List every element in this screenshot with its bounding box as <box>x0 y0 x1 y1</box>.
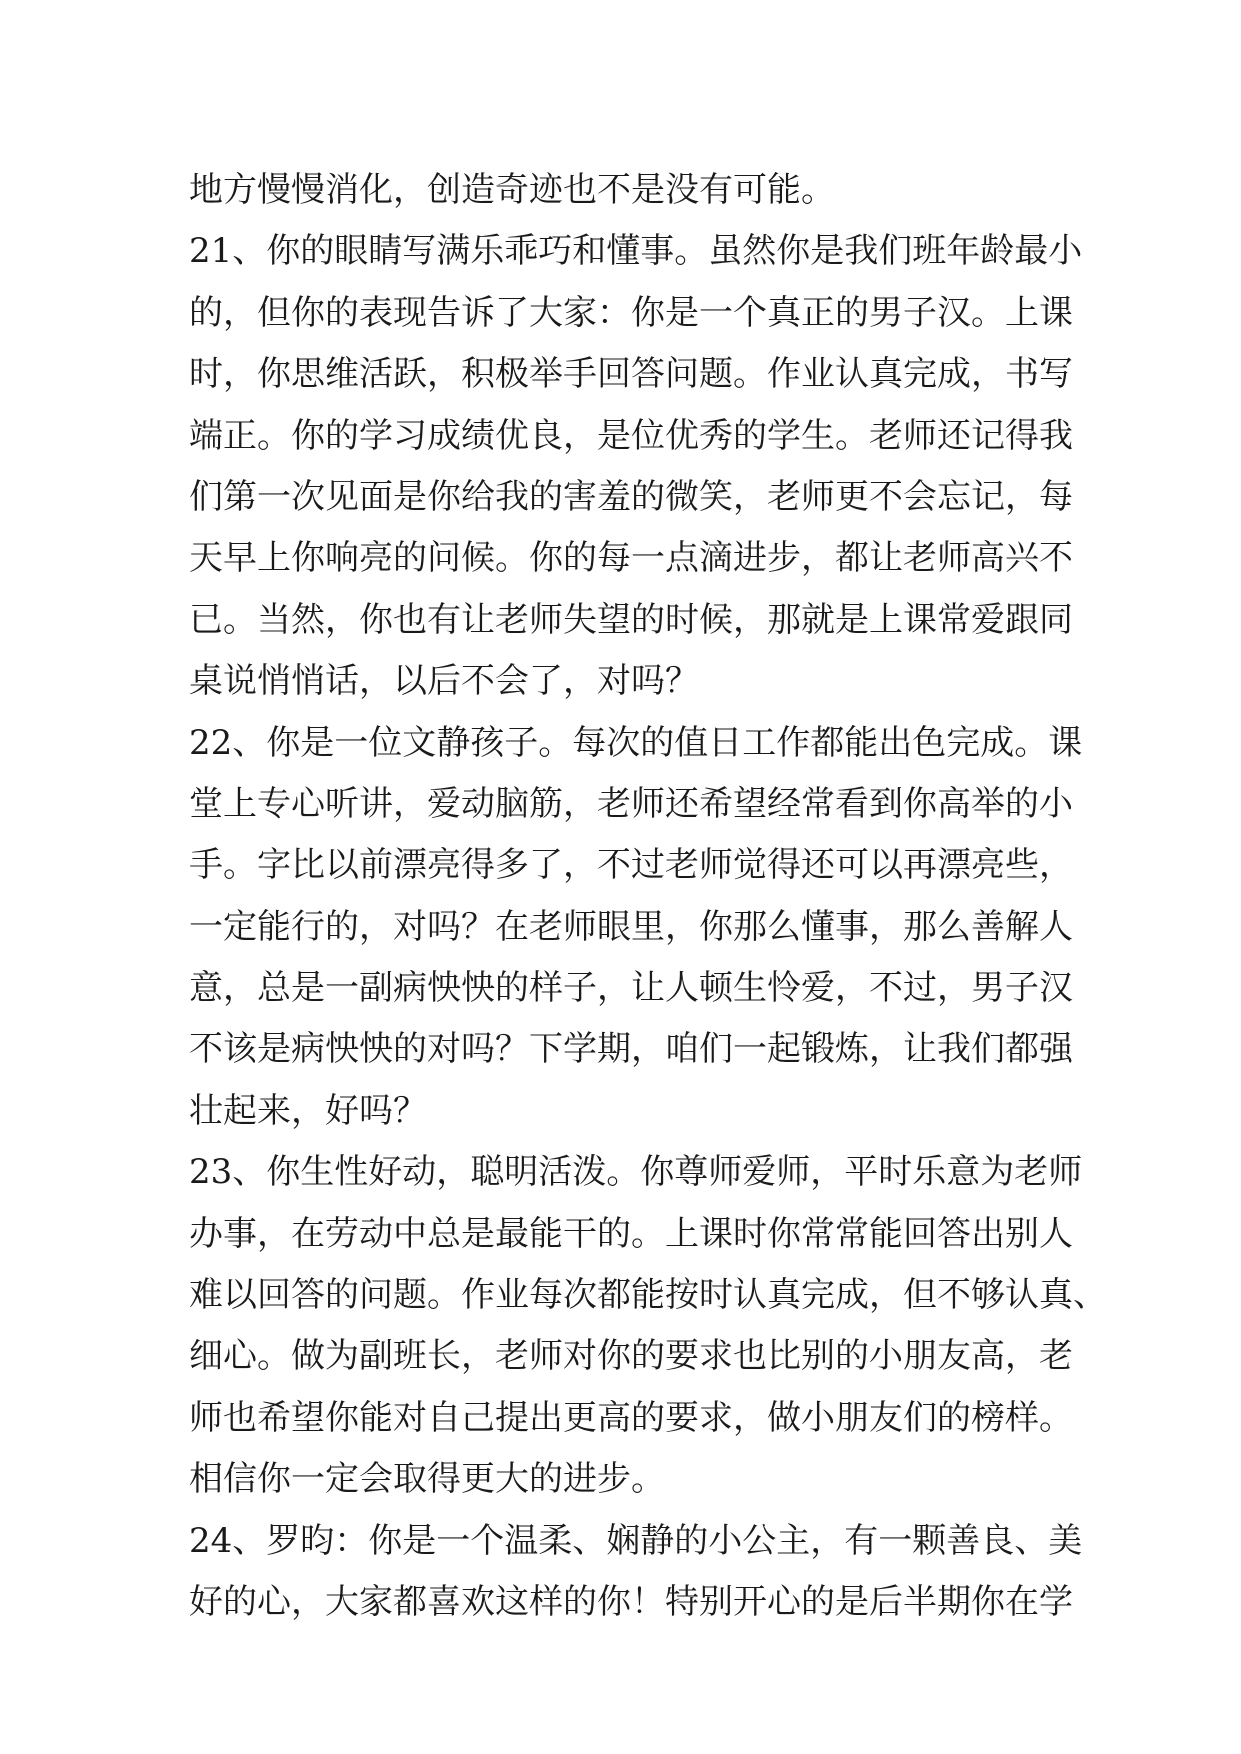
text-line: 堂上专心听讲，爱动脑筋，老师还希望经常看到你高举的小 <box>189 783 1073 824</box>
text-line: 不该是病怏怏的对吗？下学期，咱们一起锻炼，让我们都强 <box>189 1029 1073 1070</box>
text-line: 端正。你的学习成绩优良，是位优秀的学生。老师还记得我 <box>189 415 1073 456</box>
text-line: 桌说悄悄话，以后不会了，对吗？ <box>189 661 699 702</box>
text-line: 壮起来，好吗？ <box>189 1090 427 1131</box>
text-line: 一定能行的，对吗？在老师眼里，你那么懂事，那么善解人 <box>189 906 1073 947</box>
text-line: 办事，在劳动中总是最能干的。上课时你常常能回答出别人 <box>189 1213 1073 1254</box>
text-line: 们第一次见面是你给我的害羞的微笑，老师更不会忘记，每 <box>189 476 1073 517</box>
text-line: 师也希望你能对自己提出更高的要求，做小朋友们的榜样。 <box>189 1397 1073 1438</box>
text-line: 23、你生性好动，聪明活泼。你尊师爱师，平时乐意为老师 <box>189 1152 1083 1193</box>
text-line: 天早上你响亮的问候。你的每一点滴进步，都让老师高兴不 <box>189 538 1073 579</box>
text-line: 地方慢慢消化，创造奇迹也不是没有可能。 <box>189 170 835 210</box>
text-line: 时，你思维活跃，积极举手回答问题。作业认真完成，书写 <box>189 354 1073 395</box>
text-line: 意，总是一副病怏怏的样子，让人顿生怜爱，不过，男子汉 <box>189 968 1073 1009</box>
text-line: 21、你的眼睛写满乐乖巧和懂事。虽然你是我们班年龄最小 <box>189 231 1083 272</box>
document-body <box>189 160 1107 1633</box>
text-line: 的，但你的表现告诉了大家：你是一个真正的男子汉。上课 <box>189 292 1073 333</box>
text-line: 细心。做为副班长，老师对你的要求也比别的小朋友高，老 <box>189 1336 1073 1377</box>
text-line: 22、你是一位文静孩子。每次的值日工作都能出色完成。课 <box>189 722 1083 763</box>
text-line: 难以回答的问题。作业每次都能按时认真完成，但不够认真、 <box>189 1275 1107 1316</box>
text-line: 手。字比以前漂亮得多了，不过老师觉得还可以再漂亮些， <box>189 845 1073 886</box>
text-line: 24、罗昀：你是一个温柔、娴静的小公主，有一颗善良、美 <box>189 1520 1083 1561</box>
text-line: 好的心，大家都喜欢这样的你！特别开心的是后半期你在学 <box>189 1581 1073 1622</box>
text-line: 相信你一定会取得更大的进步。 <box>189 1459 665 1500</box>
text-line: 已。当然，你也有让老师失望的时候，那就是上课常爱跟同 <box>189 599 1073 640</box>
